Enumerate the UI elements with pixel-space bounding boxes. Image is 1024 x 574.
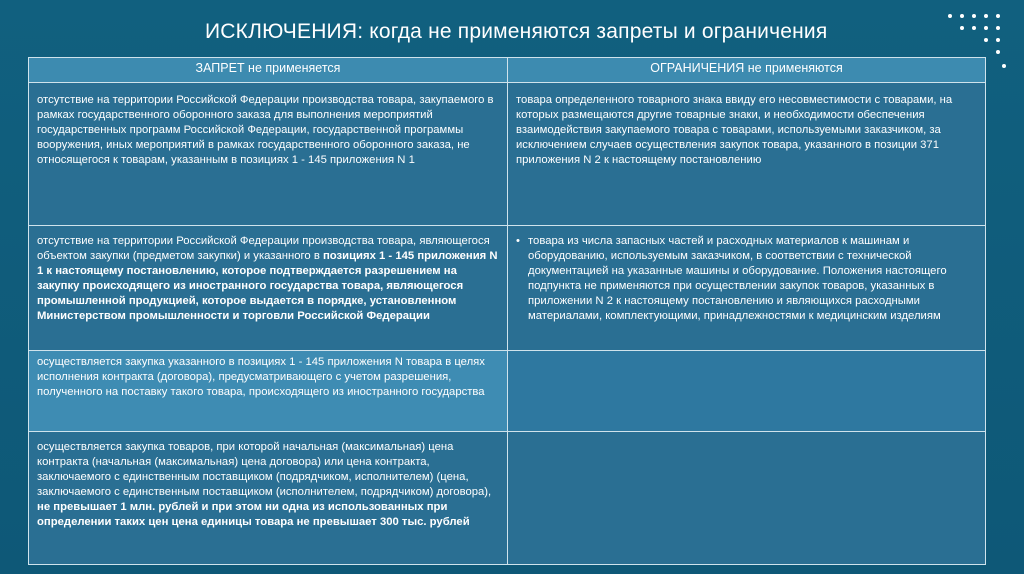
slide-title: ИСКЛЮЧЕНИЯ: когда не применяются запреты и ограничения xyxy=(205,20,828,43)
header-ban: ЗАПРЕТ не применяется xyxy=(29,58,508,83)
cell-left: осуществляется закупка указанного в позициях 1 - 145 приложения N товара в целях исполнения контракта (договора), предусматривающего с учетом разрешения, полученного на поставку такого товара, происходящего из иностранного государства xyxy=(29,351,508,432)
cell-right-empty xyxy=(508,351,986,432)
cell-text: отсутствие на территории Российской Федерации производства товара, являющегося объектом закупки (предметом закупки) и указанного в xyxy=(37,235,490,262)
exceptions-table xyxy=(28,57,986,565)
header-restrictions: ОГРАНИЧЕНИЯ не применяются xyxy=(508,58,986,83)
cell-right-empty xyxy=(508,432,986,565)
cell-right: товара определенного товарного знака ввиду его несовместимости с товарами, на которых размещаются другие товарные знаки, и необходимости обеспечения взаимодействия закупаемого товара с товарами, используемыми заказчиком, за исключением случаев осуществления закупок товара, указанного в позиции 371 приложения N 2 к настоящему постановлению xyxy=(508,83,986,226)
bullet-icon: • xyxy=(516,235,520,247)
cell-text: осуществляется закупка товаров, при которой начальная (максимальная) цена контракта (начальная (максимальная) цена договора) или цена контракта, заключаемого с единственным поставщиком (подрядчиком, исполнителем) (цена, заключаемого с единственным поставщиком (исполнителем, подрядчиком) договора), xyxy=(37,441,492,498)
table-row xyxy=(29,226,986,351)
table-row xyxy=(29,83,986,226)
cell-right xyxy=(508,226,986,351)
cell-left xyxy=(29,226,508,351)
cell-left: отсутствие на территории Российской Федерации производства товара, закупаемого в рамках государственного оборонного заказа для выполнения мероприятий государственных программ Российской Федерации, государственной программы вооружения, иных мероприятий в рамках государственного оборонного заказа, не относящегося к товарам, указанным в позициях 1 - 145 приложения N 1 xyxy=(29,83,508,226)
cell-text: товара из числа запасных частей и расходных материалов к машинам и оборудованию, используемым заказчиком, в соответствии с технической документацией на указанные машины и оборудование. Положения настоящего подпункта не применяются при осуществлении закупок товаров, указанных в приложении N 2 к настоящему постановлению и являющихся расходными материалами, комплектующими, принадлежностями к медицинским изделиям xyxy=(528,235,947,322)
cell-bold-text: не превышает 1 млн. рублей и при этом ни одна из использованных при определении таких цен цена единицы товара не превышает 300 тыс. рублей xyxy=(37,501,470,528)
table-row xyxy=(29,432,986,565)
table-row xyxy=(29,351,986,432)
cell-bold-text: позициях 1 - 145 приложения N 1 к настоящему постановлению, которое подтверждается разрешением на закупку происходящего из иностранного государства товара, являющегося промышленной продукцией, которое выдается в порядке, установленном Министерством промышленности и торговли Российской Федерации xyxy=(37,250,498,322)
cell-left xyxy=(29,432,508,565)
table-header-row xyxy=(29,58,986,83)
